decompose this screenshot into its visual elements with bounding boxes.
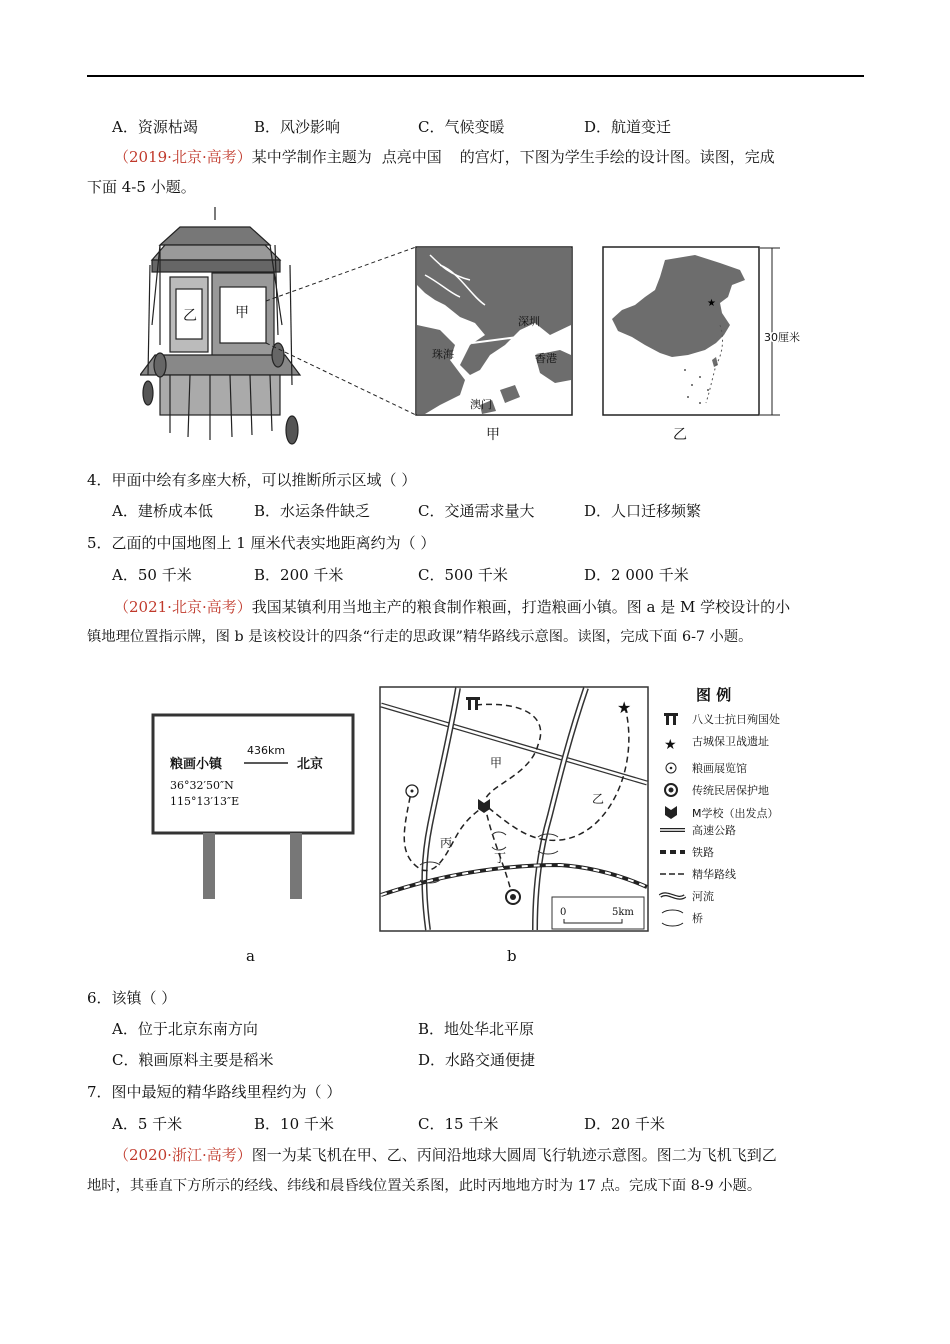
figure1 (140, 205, 840, 455)
q7-option-a: A．5 千米 (112, 1115, 183, 1133)
route-label-bing: 丙 (440, 836, 453, 850)
q4-option-c: C．交通需求量大 (418, 502, 535, 520)
intro1-highlight: 点亮中国 (381, 148, 442, 166)
q6-option-d: D．水路交通便捷 (418, 1051, 536, 1069)
caption-a: a (246, 947, 255, 965)
sign-latitude: 36°32′50″N (170, 779, 234, 792)
legend-item-battle-site: 古城保卫战遗址 (692, 735, 769, 748)
q4-option-d: D．人口迁移频繁 (584, 502, 702, 520)
caption-b: b (507, 947, 517, 965)
q6-option-a: A．位于北京东南方向 (112, 1020, 258, 1038)
scale-label-zero: 0 (560, 907, 567, 918)
sign-town-name: 粮画小镇 (170, 757, 223, 772)
lantern-face-jia: 甲 (235, 305, 249, 321)
sign-distance: 436km (247, 744, 286, 757)
map-jia-label-zhuhai: 珠海 (432, 348, 454, 361)
legend-item-highway: 高速公路 (692, 824, 736, 837)
lantern-face-yi: 乙 (183, 308, 197, 324)
legend-item-river: 河流 (692, 890, 714, 903)
caption-yi: 乙 (673, 427, 687, 443)
lantern-illustration (140, 207, 300, 444)
q5-option-c: C．500 千米 (418, 566, 508, 584)
q3-option-a: A．资源枯竭 (112, 118, 198, 136)
map-jia-label-shenzhen: 深圳 (518, 315, 540, 328)
intro3-line2: 地时，其垂直下方所示的经线、纬线和晨昏线位置关系图，此时丙地地方时为 17 点。完成下面 8-9 小题。 (87, 1178, 762, 1194)
figure2 (140, 675, 820, 970)
legend-item-railway: 铁路 (692, 846, 714, 859)
legend-item-route: 精华路线 (692, 868, 736, 881)
route-label-jia: 甲 (490, 756, 503, 770)
sign-longitude: 115°13′13″E (170, 795, 240, 808)
q3-option-c: C．气候变暖 (418, 118, 505, 136)
fortress-star-icon: ★ (617, 698, 632, 717)
intro1-text-b: 的宫灯，下图为学生手绘的设计图。读图，完成 (459, 148, 775, 166)
scale-label-5km: 5km (612, 907, 634, 918)
connector-line-top (266, 247, 416, 301)
caption-jia: 甲 (486, 427, 500, 443)
map-yi-dimension-label: 30厘米 (764, 331, 800, 344)
legend-item-dwellings: 传统民居保护地 (692, 784, 769, 797)
q3-option-b: B．风沙影响 (254, 118, 341, 136)
q5-stem: 5．乙面的中国地图上 1 厘米代表实地距离约为（ ） (87, 534, 436, 552)
q5-option-a: A．50 千米 (112, 566, 192, 584)
svg-text:★: ★ (664, 737, 677, 753)
q6-stem: 6．该镇（ ） (87, 989, 177, 1007)
q7-option-d: D．20 千米 (584, 1115, 665, 1133)
header-rule (87, 75, 864, 77)
intro3-source: （2020·浙江·高考） (114, 1146, 252, 1164)
legend-title: 图 例 (696, 686, 732, 704)
intro2-text: 我国某镇利用当地主产的粮食制作粮画，打造粮画小镇。图 a 是 M 学校设计的小 (251, 598, 791, 616)
intro2-source: （2021·北京·高考） (114, 598, 252, 616)
map-jia-label-macau: 澳门 (470, 398, 492, 411)
beijing-star-icon: ★ (707, 298, 716, 309)
intro1-line1 (114, 146, 775, 167)
connector-line-bottom (266, 343, 416, 415)
q5-option-d: D．2 000 千米 (584, 566, 689, 584)
q4-option-a: A．建桥成本低 (112, 502, 213, 520)
q5-option-b: B．200 千米 (254, 566, 344, 584)
intro3-line1 (114, 1144, 777, 1165)
intro3-text: 图一为某飞机在甲、乙、丙间沿地球大圆周飞行轨迹示意图。图二为飞机飞到乙 (251, 1146, 777, 1164)
legend-symbols (660, 713, 685, 926)
map-yi (603, 247, 759, 415)
intro1-line2: 下面 4-5 小题。 (87, 178, 196, 196)
sign-city: 北京 (297, 757, 324, 772)
intro2-line2: 镇地理位置指示牌，图 b 是该校设计的四条“行走的思政课”精华路线示意图。读图，完成下面 6-7 小题。 (87, 629, 753, 645)
map-jia-label-hongkong: 香港 (535, 352, 557, 365)
route-map (380, 687, 648, 931)
q7-stem: 7．图中最短的精华路线里程约为（ ） (87, 1083, 342, 1101)
q4-option-b: B．水运条件缺乏 (254, 502, 371, 520)
q7-option-b: B．10 千米 (254, 1115, 334, 1133)
legend-item-gallery: 粮画展览馆 (692, 762, 747, 775)
route-label-ding: 丁 (494, 851, 507, 865)
q6-option-c: C．粮画原料主要是稻米 (112, 1051, 274, 1069)
q7-option-c: C．15 千米 (418, 1115, 499, 1133)
q6-option-b: B．地处华北平原 (418, 1020, 535, 1038)
map-jia (416, 247, 572, 415)
legend-item-martyrs: 八义士抗日殉国处 (692, 713, 780, 726)
legend-item-bridge: 桥 (692, 912, 703, 925)
q4-stem: 4．甲面中绘有多座大桥，可以推断所示区域（ ） (87, 471, 417, 489)
intro2-line1 (114, 596, 790, 617)
intro1-source: （2019·北京·高考） (114, 148, 252, 166)
q3-option-d: D．航道变迁 (584, 118, 672, 136)
intro1-text-a: 某中学制作主题为 (251, 148, 372, 166)
legend-item-school: M学校（出发点） (692, 807, 779, 820)
route-label-yi: 乙 (592, 792, 605, 806)
